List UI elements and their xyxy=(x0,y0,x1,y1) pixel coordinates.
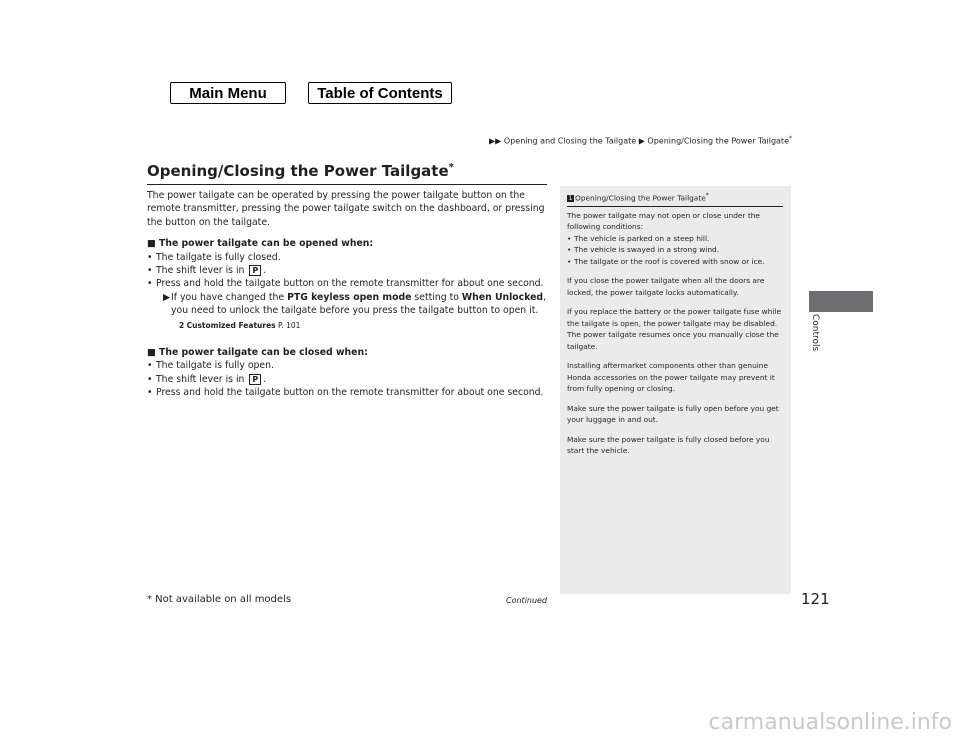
note-pre: If you have changed the xyxy=(171,291,285,303)
close-bullet-2 xyxy=(147,373,547,386)
table-of-contents-button[interactable]: Table of Contents xyxy=(308,82,452,104)
sidebar-footnote-star: * xyxy=(705,192,709,199)
sidebar-p5: Make sure the power tailgate is fully open before you get your luggage in and out. xyxy=(567,403,779,425)
continued-label: Continued xyxy=(506,596,548,605)
sidebar-heading-text: Opening/Closing the Power Tailgate xyxy=(575,193,706,203)
sidebar-p2: If you close the power tailgate when all the doors are locked, the power tailgate locks automatically. xyxy=(567,276,765,297)
watermark: carmanualsonline.info xyxy=(708,710,952,735)
page-title-text: Opening/Closing the Power Tailgate xyxy=(147,162,449,180)
ref-title[interactable]: Customized Features xyxy=(186,320,276,330)
park-position-icon: P xyxy=(249,265,261,276)
main-menu-button[interactable]: Main Menu xyxy=(170,82,286,104)
open-note-text xyxy=(163,291,547,318)
footnote: * Not available on all models xyxy=(147,594,292,605)
breadcrumb-item-tailgate[interactable]: Opening and Closing the Tailgate xyxy=(503,136,637,146)
note-arrow-icon: ▶ xyxy=(163,291,171,303)
sidebar-condition-3: • The tailgate or the roof is covered with snow or ice. xyxy=(567,256,783,268)
sidebar-p1: The power tailgate may not open or close under the following conditions: xyxy=(567,210,760,232)
sidebar-condition-1: • The vehicle is parked on a steep hill. xyxy=(567,233,783,245)
page-number: 121 xyxy=(801,590,830,608)
note-post: , you need to unlock the tailgate before you press the tailgate button to open it. xyxy=(171,291,547,317)
section-tab-label: Controls xyxy=(810,314,820,352)
note-mid: setting to xyxy=(414,291,459,303)
info-icon: 1 xyxy=(568,194,573,202)
park-position-icon: P xyxy=(249,374,261,385)
note-setting-name: PTG keyless open mode xyxy=(287,291,412,303)
open-bullet-2-text: The shift lever is in xyxy=(156,265,245,277)
sidebar-p4: Installing aftermarket components other than genuine Honda accessories on the power tailgate may prevent it from fully opening or closing. xyxy=(567,361,775,394)
section-tab[interactable] xyxy=(809,291,873,312)
open-bullet-1: • The tailgate is fully closed. xyxy=(147,251,547,264)
open-bullet-2 xyxy=(147,264,547,277)
ref-icon: 2 xyxy=(179,320,185,330)
breadcrumb-arrow-icon: ▶▶ xyxy=(489,136,502,146)
page-title xyxy=(147,162,547,185)
sidebar-p3: If you replace the battery or the power tailgate fuse while the tailgate is open, the power tailgate may be disabled. The power tailgate resumes once you manually close the tailgate. xyxy=(567,307,782,351)
customized-features-link[interactable] xyxy=(163,319,547,332)
breadcrumb xyxy=(489,135,792,146)
note-setting-value: When Unlocked xyxy=(461,291,544,303)
intro-paragraph: The power tailgate can be operated by pressing the power tailgate button on the remote transmitter, pressing the power tailgate switch on the dashboard, or pressing the button on the tailgate. xyxy=(147,190,545,228)
close-bullet-2-period: . xyxy=(263,373,267,385)
sidebar-heading xyxy=(567,190,783,207)
sidebar-condition-2: • The vehicle is swayed in a strong wind. xyxy=(567,244,783,256)
main-content xyxy=(147,189,547,400)
breadcrumb-item-power-tailgate: Opening/Closing the Power Tailgate xyxy=(647,136,789,146)
open-bullet-3: • Press and hold the tailgate button on the remote transmitter for about one second. xyxy=(147,277,547,290)
open-heading: ■ The power tailgate can be opened when: xyxy=(147,238,374,250)
open-bullet-2-period: . xyxy=(263,265,267,277)
breadcrumb-separator-icon: ▶ xyxy=(638,136,645,146)
close-bullet-1: • The tailgate is fully open. xyxy=(147,359,547,372)
close-bullet-3: • Press and hold the tailgate button on the remote transmitter for about one second. xyxy=(147,386,547,399)
title-footnote-star: * xyxy=(448,162,454,173)
close-bullet-2-text: The shift lever is in xyxy=(156,373,245,385)
sidebar-p6: Make sure the power tailgate is fully closed before you start the vehicle. xyxy=(567,434,770,456)
breadcrumb-footnote-star: * xyxy=(789,135,792,142)
sidebar-notes xyxy=(560,186,791,594)
ref-page: P. 101 xyxy=(278,320,301,330)
open-note xyxy=(147,291,547,332)
close-heading: ■ The power tailgate can be closed when: xyxy=(147,347,368,359)
